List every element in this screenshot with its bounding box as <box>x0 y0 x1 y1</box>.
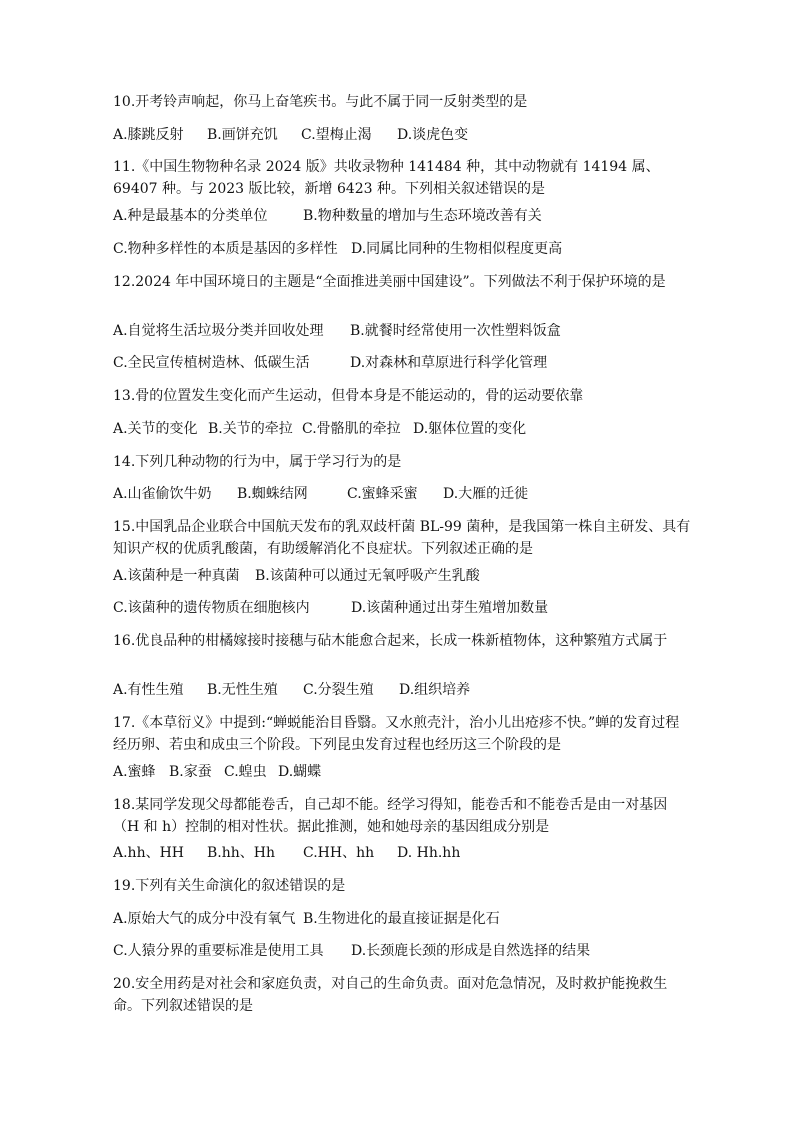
option-a: A.种是最基本的分类单位 <box>113 208 268 224</box>
option-a: A.山雀偷饮牛奶 <box>113 486 212 502</box>
option-b: B.家蚕 <box>169 764 212 780</box>
option-b: B.无性生殖 <box>207 682 278 698</box>
question-14-stem: 14.下列几种动物的行为中，属于学习行为的是 <box>113 454 402 470</box>
question-16-stem: 16.优良品种的柑橘嫁接时接穗与砧木能愈合起来，长成一株新植物体，这种繁殖方式属于 <box>113 633 668 649</box>
option-a: A.蜜蜂 <box>113 764 156 780</box>
question-18-stem: 18.某同学发现父母都能卷舌，自己却不能。经学习得知，能卷舌和不能卷舌是由一对基因（H 和 h）控制的相对性状。据此推测，她和她母亲的基因组成分别是 <box>113 797 668 835</box>
question-12-options-row1 <box>113 320 561 342</box>
question-13-options <box>113 418 526 440</box>
option-b: B.物种数量的增加与生态环境改善有关 <box>303 208 542 224</box>
question-15-options-row2 <box>113 597 548 619</box>
option-d: D.躯体位置的变化 <box>413 421 527 437</box>
question-17-options <box>113 761 321 783</box>
option-b: B.画饼充饥 <box>207 127 278 143</box>
option-a: A.关节的变化 <box>113 421 198 437</box>
option-b: B.关节的牵拉 <box>208 421 293 437</box>
option-c: C.望梅止渴 <box>301 127 372 143</box>
option-a: A.自觉将生活垃圾分类并回收处理 <box>113 323 324 339</box>
option-c: C.物种多样性的本质是基因的多样性 <box>113 241 338 257</box>
option-b: B.hh、Hh <box>207 845 275 861</box>
question-19-stem: 19.下列有关生命演化的叙述错误的是 <box>113 878 346 894</box>
option-b: B.生物进化的最直接证据是化石 <box>303 911 500 927</box>
option-b: B.蜘蛛结网 <box>237 486 308 502</box>
option-a: A.原始大气的成分中没有氧气 <box>113 911 296 927</box>
option-c: C.分裂生殖 <box>303 682 374 698</box>
option-b: B.就餐时经常使用一次性塑料饭盒 <box>350 323 561 339</box>
question-19-options-row1 <box>113 908 500 930</box>
option-c: C.蝗虫 <box>224 764 267 780</box>
option-d: D.大雁的迁徙 <box>443 486 529 502</box>
option-c: C.全民宣传植树造林、低碳生活 <box>113 355 310 371</box>
question-12-stem: 12.2024 年中国环境日的主题是“全面推进美丽中国建设”。下列做法不利于保护环境的是 <box>113 274 666 290</box>
option-a: A.hh、HH <box>113 845 185 861</box>
option-c: C.该菌种的遗传物质在细胞核内 <box>113 600 310 616</box>
option-b: B.该菌种可以通过无氧呼吸产生乳酸 <box>255 568 480 584</box>
question-20-stem: 20.安全用药是对社会和家庭负责，对自己的生命负责。面对危急情况，及时救护能挽救生命。下列叙述错误的是 <box>113 976 668 1014</box>
option-d: D.长颈鹿长颈的形成是自然选择的结果 <box>351 943 591 959</box>
question-11-options-row2 <box>113 238 562 260</box>
option-d: D.组织培养 <box>399 682 471 698</box>
question-18-options <box>113 842 460 864</box>
option-a: A.有性生殖 <box>113 682 184 698</box>
option-d: D.该菌种通过出芽生殖增加数量 <box>351 600 549 616</box>
option-c: C.蜜蜂采蜜 <box>347 486 418 502</box>
question-19-options-row2 <box>113 940 590 962</box>
option-d: D.同属比同种的生物相似程度更高 <box>351 241 563 257</box>
option-d: D.对森林和草原进行科学化管理 <box>350 355 548 371</box>
question-10-stem: 10.开考铃声响起，你马上奋笔疾书。与此不属于同一反射类型的是 <box>113 94 528 110</box>
question-12-options-row2 <box>113 352 547 374</box>
question-11-options-row1 <box>113 205 542 227</box>
question-13-stem: 13.骨的位置发生变化而产生运动，但骨本身是不能运动的，骨的运动要依靠 <box>113 388 584 404</box>
option-c: C.人猿分界的重要标准是使用工具 <box>113 943 324 959</box>
question-17-stem: 17.《本草衍义》中提到:“蝉蜕能治目昏翳。又水煎壳汁，治小儿出疮疹不快。”蝉的发育过程经历卵、若虫和成虫三个阶段。下列昆虫发育过程也经历这三个阶段的是 <box>113 715 680 753</box>
question-15-stem: 15.中国乳品企业联合中国航天发布的乳双歧杆菌 BL-99 菌种，是我国第一株自主研发、具有知识产权的优质乳酸菌，有助缓解消化不良症状。下列叙述正确的是 <box>113 519 691 557</box>
question-11-stem: 11.《中国生物物种名录 2024 版》共收录物种 141484 种，其中动物就有 14194 属、69407 种。与 2023 版比较，新增 6423 种。下列相关叙述错误的是 <box>113 159 660 197</box>
option-d: D. Hh.hh <box>397 845 461 861</box>
option-d: D.蝴蝶 <box>278 764 322 780</box>
option-c: C.骨骼肌的牵拉 <box>302 421 401 437</box>
question-14-options <box>113 483 528 505</box>
option-a: A.该菌种是一种真菌 <box>113 568 240 584</box>
option-d: D.谈虎色变 <box>397 127 469 143</box>
question-16-options <box>113 679 470 701</box>
question-15-options-row1 <box>113 565 480 587</box>
option-a: A.膝跳反射 <box>113 127 184 143</box>
question-10-options <box>113 124 468 146</box>
option-c: C.HH、hh <box>303 845 375 861</box>
